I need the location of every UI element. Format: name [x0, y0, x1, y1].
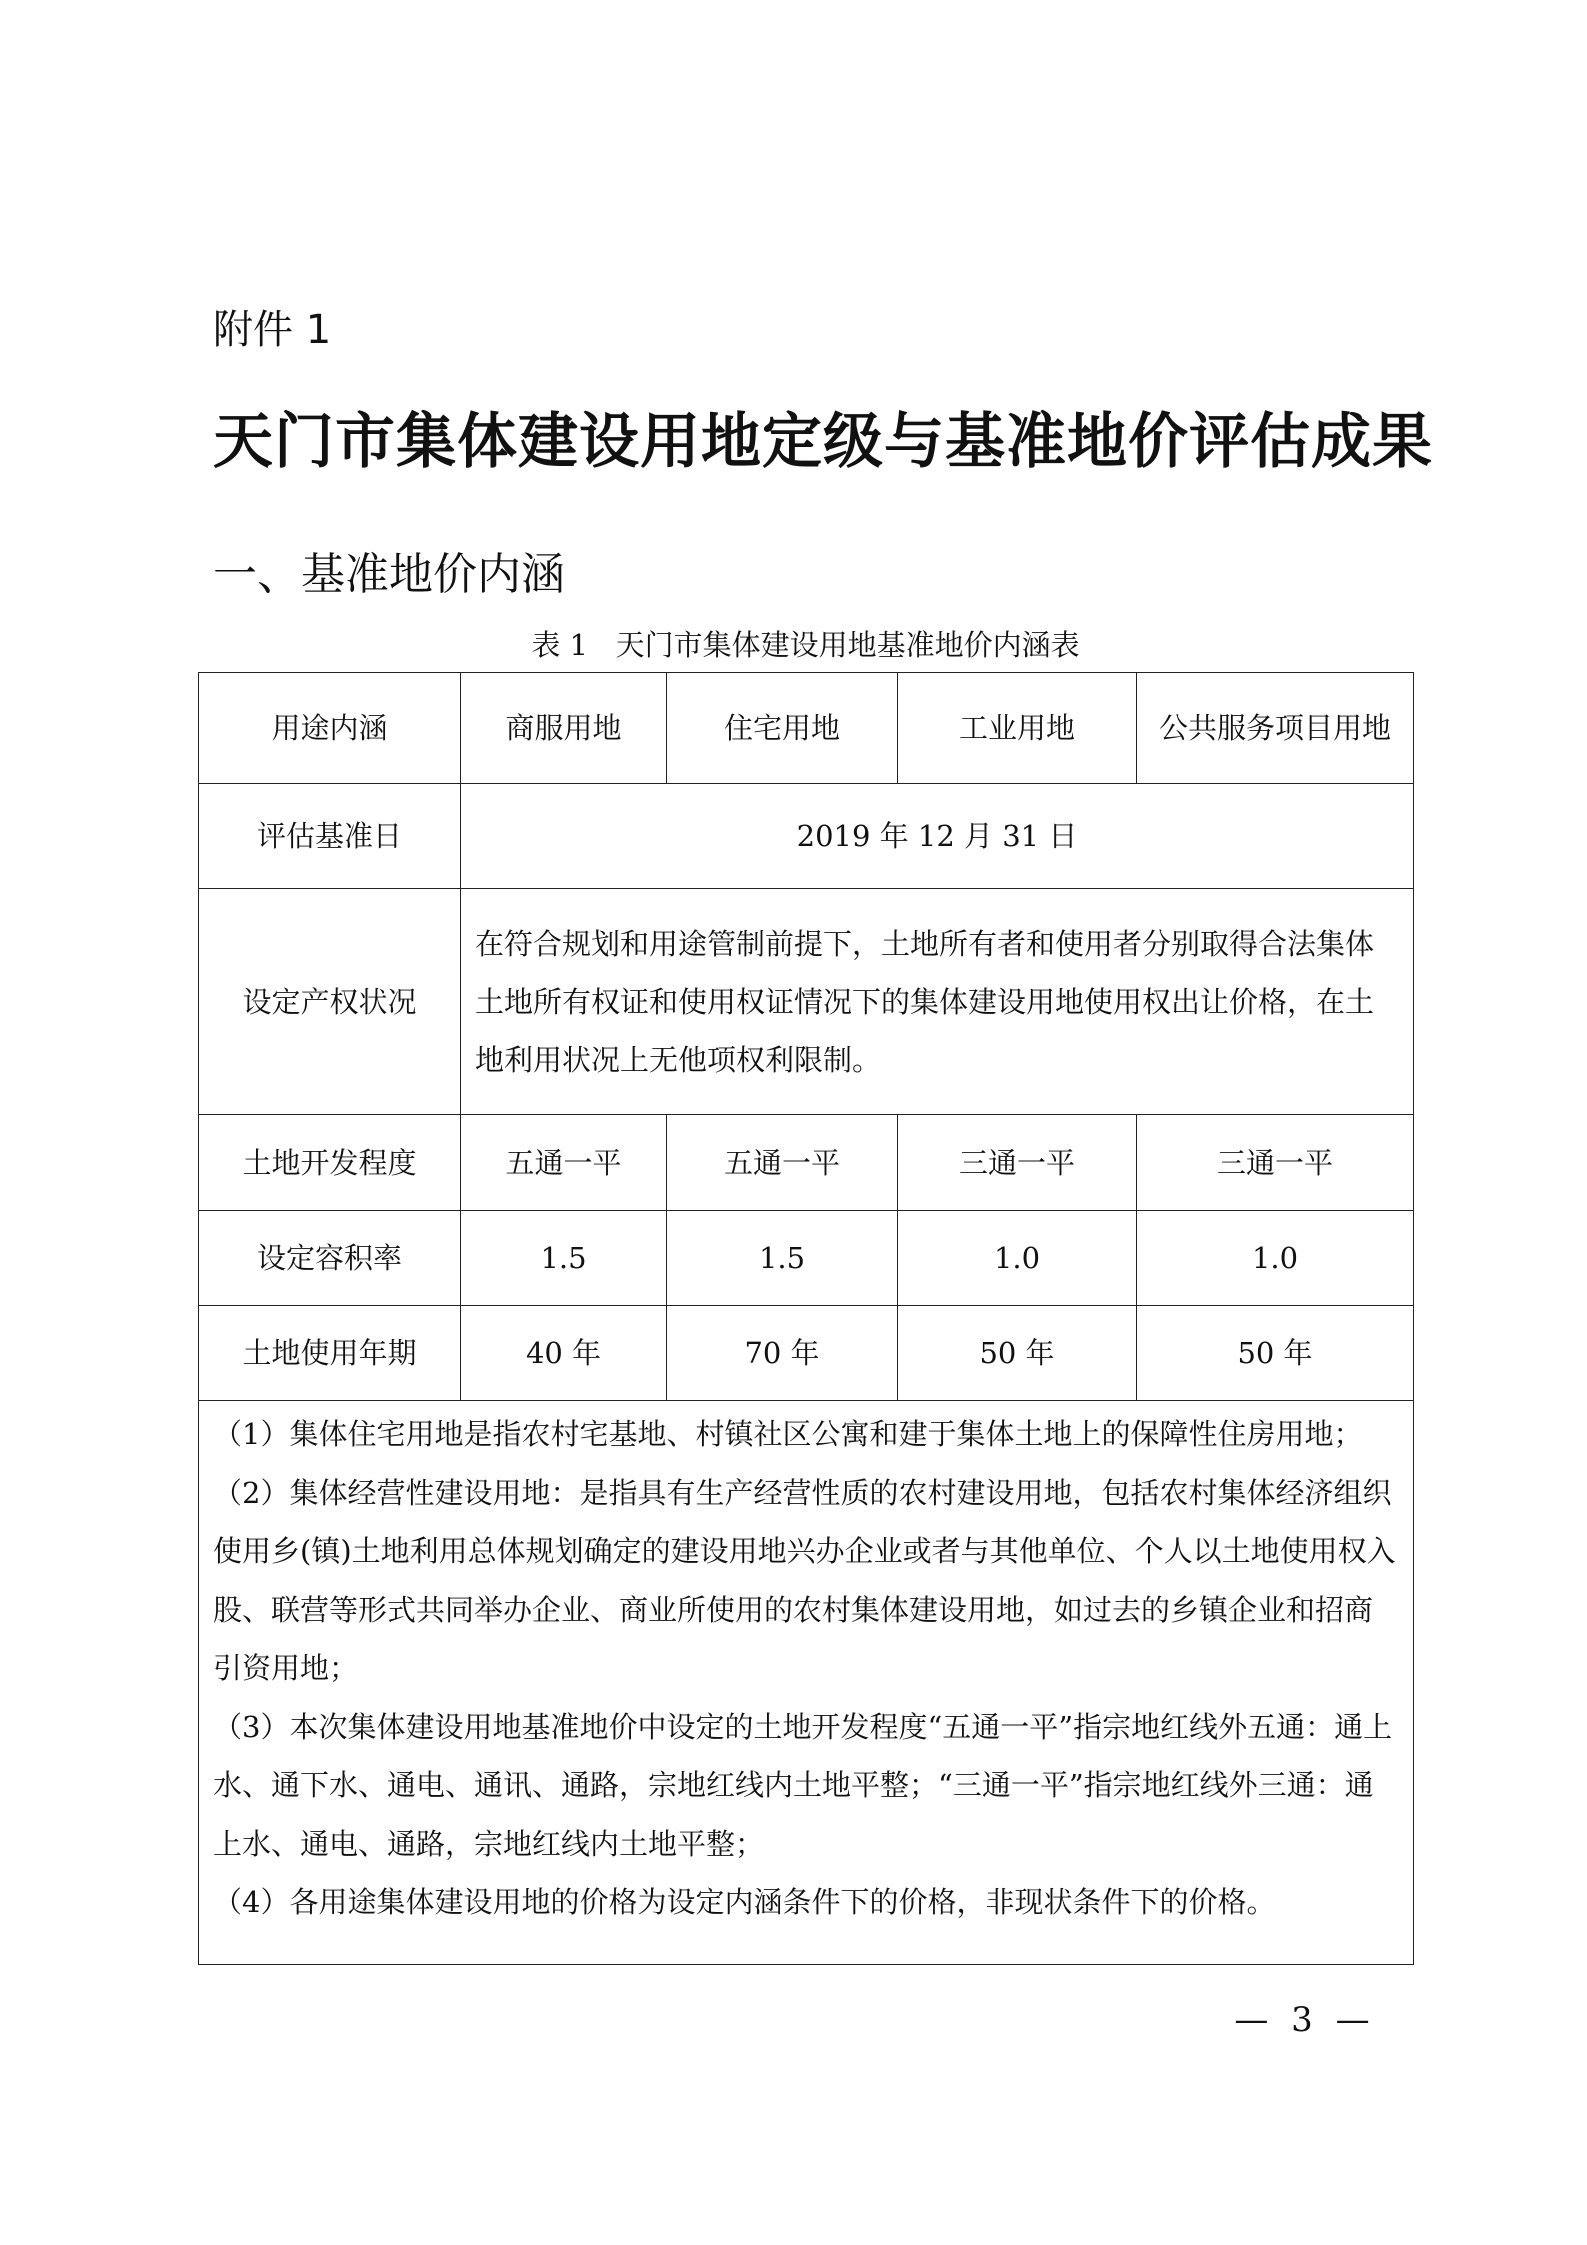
header-cell-commercial: 商服用地 — [461, 673, 667, 784]
table-cell: 五通一平 — [461, 1115, 667, 1211]
table-cell: 1.0 — [898, 1211, 1137, 1306]
table-cell: 50 年 — [898, 1306, 1137, 1401]
notes-row — [199, 1401, 1414, 1965]
table-cell: 1.5 — [461, 1211, 667, 1306]
header-cell-residential: 住宅用地 — [667, 673, 898, 784]
valuation-date-row — [199, 784, 1414, 889]
header-cell-public-service: 公共服务项目用地 — [1137, 673, 1414, 784]
valuation-date-value: 2019 年 12 月 31 日 — [461, 784, 1414, 889]
attachment-label: 附件 1 — [213, 307, 332, 353]
notes-cell — [199, 1401, 1414, 1965]
row-label: 设定容积率 — [199, 1211, 461, 1306]
header-cell-industrial: 工业用地 — [898, 673, 1137, 784]
note-item: （2）集体经营性建设用地：是指具有生产经营性质的农村建设用地，包括农村集体经济组织使用乡(镇)土地利用总体规划确定的建设用地兴办企业或者与其他单位、个人以土地使用权入股、联营等形式共同举办企业、商业所使用的农村集体建设用地，如过去的乡镇企业和招商引资用地； — [213, 1475, 1396, 1685]
note-item: （1）集体住宅用地是指农村宅基地、村镇社区公寓和建于集体土地上的保障性住房用地； — [213, 1417, 1363, 1451]
property-rights-value: 在符合规划和用途管制前提下，土地所有者和使用者分别取得合法集体土地所有权证和使用权证情况下的集体建设用地使用权出让价格，在土地利用状况上无他项权利限制。 — [461, 889, 1414, 1115]
table-header-row — [199, 673, 1414, 784]
table-cell: 40 年 — [461, 1306, 667, 1401]
table-cell: 三通一平 — [898, 1115, 1137, 1211]
table-cell: 1.0 — [1137, 1211, 1414, 1306]
table-cell: 70 年 — [667, 1306, 898, 1401]
row-label: 评估基准日 — [199, 784, 461, 889]
page-number: — 3 — — [1234, 2000, 1376, 2040]
table-cell: 50 年 — [1137, 1306, 1414, 1401]
table-cell: 五通一平 — [667, 1115, 898, 1211]
header-cell-usage: 用途内涵 — [199, 673, 461, 784]
land-price-connotation-table — [198, 672, 1414, 1965]
table-cell: 三通一平 — [1137, 1115, 1414, 1211]
section-heading: 一、基准地价内涵 — [213, 549, 565, 600]
property-rights-row — [199, 889, 1414, 1115]
row-label: 土地开发程度 — [199, 1115, 461, 1211]
plot-ratio-row — [199, 1211, 1414, 1306]
row-label: 设定产权状况 — [199, 889, 461, 1115]
row-label: 土地使用年期 — [199, 1306, 461, 1401]
land-use-term-row — [199, 1306, 1414, 1401]
development-level-row — [199, 1115, 1414, 1211]
note-item: （3）本次集体建设用地基准地价中设定的土地开发程度“五通一平”指宗地红线外五通：通上水、通下水、通电、通讯、通路，宗地红线内土地平整；“三通一平”指宗地红线外三通：通上水、通电、通路，宗地红线内土地平整； — [213, 1709, 1393, 1861]
note-item: （4）各用途集体建设用地的价格为设定内涵条件下的价格，非现状条件下的价格。 — [213, 1885, 1276, 1919]
table-cell: 1.5 — [667, 1211, 898, 1306]
table-caption: 表 1 天门市集体建设用地基准地价内涵表 — [531, 628, 1080, 662]
document-title: 天门市集体建设用地定级与基准地价评估成果 — [213, 407, 1433, 477]
